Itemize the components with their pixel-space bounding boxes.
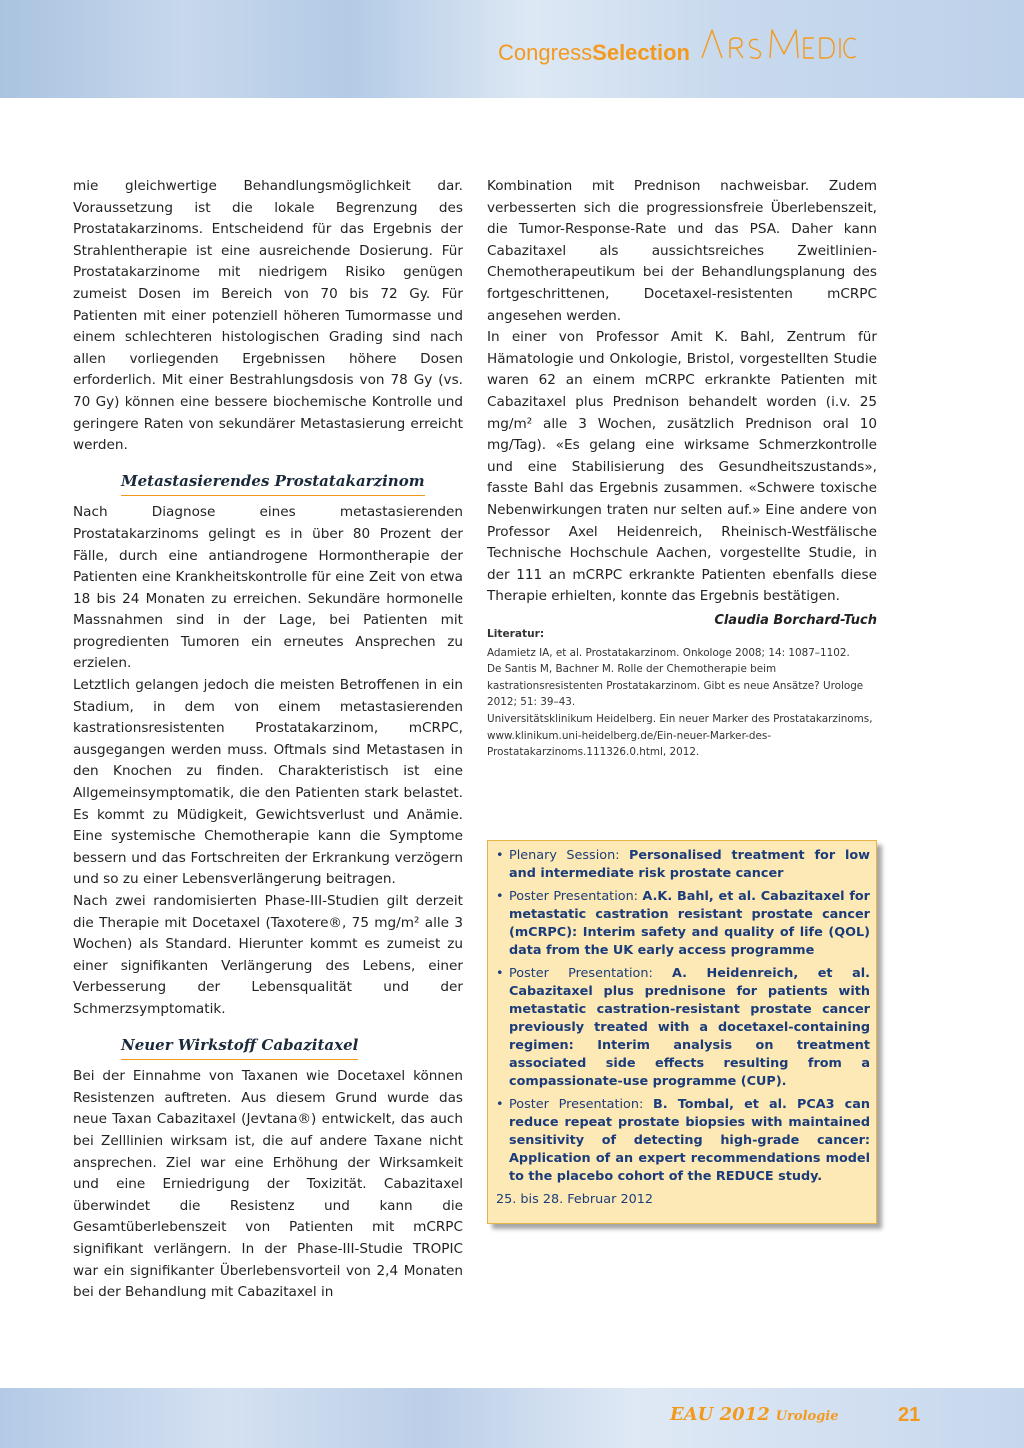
session-type: Poster Presentation:	[509, 889, 643, 904]
journal-title	[670, 1404, 839, 1425]
session-item	[494, 1096, 870, 1186]
session-type: Poster Presentation:	[509, 1097, 654, 1112]
paragraph: Kombination mit Prednison nachweisbar. Zudem verbesserten sich die progressionsfreie Überlebenszeit, die Tumor-Response-Rate und das PSA. Daher kann Cabazitaxel als aussichtsreiches Zweitlinien-Chemotherapeutikum bei der Behandlungsplanung des fortgeschrittenen, Docetaxel-resistenten mCRPC angesehen werden.	[487, 178, 877, 324]
literature-ref: Adamietz IA, et al. Prostatakarzinom. Onkologe 2008; 14: 1087–1102.	[487, 646, 850, 659]
paragraph: Letztlich gelangen jedoch die meisten Betroffenen in ein Stadium, in dem von einem metastasierenden kastrationsresistenten Prostatakarzinom, mCRPC, ausgegangen werden muss. Oftmals sind Metastasen in den Knochen zu finden. Charakteristisch ist eine Allgemeinsymptomatik, die den Patienten stark belastet. Es kommt zu Müdigkeit, Gewichtsverlust und Anämie. Eine systemische Chemotherapie kann die Symptome bessern und das Fortschreiten der Erkrankung verzögern und so zu einer Lebensverlängerung beitragen.	[73, 677, 463, 888]
brand-congress-text: Congress	[498, 40, 593, 65]
session-title: B. Tombal, et al. PCA3 can reduce repeat prostate biopsies with maintained sensitivity of detecting high-grade cancer: Application of an expert recommendations model to the placebo cohort of the REDUCE study.	[509, 1097, 870, 1184]
brand-selection-text: Selection	[592, 40, 690, 65]
session-item	[494, 847, 870, 883]
literature-title: Literatur:	[487, 628, 545, 640]
ars-medici-logo	[700, 28, 858, 60]
section-heading-cabazitaxel: Neuer Wirkstoff Cabazitaxel	[121, 1035, 358, 1061]
footer-band	[0, 1388, 1024, 1448]
literature-ref: Universitätsklinikum Heidelberg. Ein neuer Marker des Prostatakarzinoms, www.klinikum.uni-heidelberg.de/Ein-neuer-Marker-des-Prostatakarzinoms.111326.0.html, 2012.	[487, 712, 873, 759]
session-title: A.K. Bahl, et al. Cabazitaxel for metastatic castration resistant prostate cancer (mCRPC): Interim safety and quality of life (QOL) data from the UK early access programme	[509, 889, 870, 958]
session-item	[494, 965, 870, 1091]
session-title: Personalised treatment for low and intermediate risk prostate cancer	[509, 848, 870, 881]
left-column	[73, 176, 463, 1304]
session-list	[494, 847, 870, 1186]
session-type: Poster Presentation:	[509, 966, 672, 981]
paragraph: Bei der Einnahme von Taxanen wie Docetaxel können Resistenzen auftreten. Aus diesem Grund wurde das neue Taxan Cabazitaxel (Jevtana®) entwickelt, das auch bei Zelllinien wirksam ist, die auf andere Taxane nicht ansprechen. Ziel war eine Erhöhung der Wirksamkeit und eine Erniedrigung der Toxizität. Cabazitaxel überwindet die Resistenz und kann die Gesamtüberlebenszeit von Patienten mit mCRPC signifikant verlängern. In der Phase-III-Studie TROPIC war ein signifikanter Überlebensvorteil von 2,4 Monaten bei der Behandlung mit Cabazitaxel in	[73, 1068, 463, 1301]
congress-sessions-box	[487, 840, 877, 1224]
paragraph: In einer von Professor Amit K. Bahl, Zentrum für Hämatologie und Onkologie, Bristol, vorgestellten Studie waren 62 an einem mCRPC erkrankte Patienten mit Cabazitaxel plus Prednison behandelt worden (i.v. 25 mg/m² alle 3 Wochen, zusätzlich Prednison oral 10 mg/Tag). «Es gelang eine wirksame Schmerzkontrolle und eine Stabilisierung des Gesundheitszustands», fasste Bahl das Ergebnis zusammen. «Schwere toxische Nebenwirkungen traten nur selten auf.» Eine andere von Professor Axel Heidenreich, Rheinisch-Westfälische Technische Hochschule Aachen, vorgestellte Studie, in der 111 an mCRPC erkrankte Patienten ebenfalls diese Therapie erhielten, konnte das Ergebnis bestätigen.	[487, 329, 877, 605]
right-column	[487, 176, 877, 631]
journal-subtitle: Urologie	[775, 1409, 839, 1424]
congress-selection-brand	[498, 28, 858, 66]
paragraph: mie gleichwertige Behandlungsmöglichkeit dar. Voraussetzung ist die lokale Begrenzung des Prostatakarzinoms. Entscheidend für das Ergebnis der Strahlentherapie ist eine ausreichende Dosierung. Für Prostatakarzinome mit niedrigem Risiko genügen zumeist Dosen im Bereich von 70 bis 72 Gy. Für Patienten mit einer potenziell höheren Tumormasse und einem schlechteren histologischen Grading sind nach allen vorliegenden Ergebnissen höhere Dosen erforderlich. Mit einer Bestrahlungsdosis von 78 Gy (vs. 70 Gy) können eine bessere biochemische Kontrolle und geringere Raten von sekundärer Metastasierung erreicht werden.	[73, 178, 463, 454]
page-number: 21	[898, 1404, 921, 1426]
literature-ref: De Santis M, Bachner M. Rolle der Chemotherapie beim kastrationsresistenten Prostatakarzinom. Gibt es neue Ansätze? Urologe 2012; 51: 39–43.	[487, 663, 864, 709]
journal-name: EAU 2012	[670, 1404, 770, 1425]
congress-date: 25. bis 28. Februar 2012	[496, 1192, 654, 1207]
literature-section	[487, 626, 879, 761]
session-item	[494, 888, 870, 960]
author-name: Claudia Borchard-Tuch	[714, 612, 877, 628]
paragraph: Nach zwei randomisierten Phase-III-Studien gilt derzeit die Therapie mit Docetaxel (Taxotere®, 75 mg/m² alle 3 Wochen) als Standard. Hierunter kommt es zumeist zu einer signifikanten Verlängerung des Lebens, einer Verbesserung der Lebensqualität und der Schmerzsymptomatik.	[73, 893, 463, 1017]
paragraph: Nach Diagnose eines metastasierenden Prostatakarzinoms gelingt es in über 80 Prozent der Fälle, durch eine antiandrogene Hormontherapie der Patienten eine Krankheitskontrolle für eine Zeit von etwa 18 bis 24 Monaten zu erreichen. Sekundäre hormonelle Massnahmen sind in der Lage, bei Patienten mit progredienten Tumoren ein erneutes Ansprechen zu erzielen.	[73, 504, 463, 672]
section-heading-metastasierendes: Metastasierendes Prostatakarzinom	[121, 471, 425, 497]
session-type: Plenary Session:	[509, 848, 629, 863]
session-title: A. Heidenreich, et al. Cabazitaxel plus prednisone for patients with metastatic castration-resistant prostate cancer previously treated with a docetaxel-containing regimen: Interim analysis on treatment associated side effects resulting from a compassionate-use programme (CUP).	[509, 966, 870, 1089]
